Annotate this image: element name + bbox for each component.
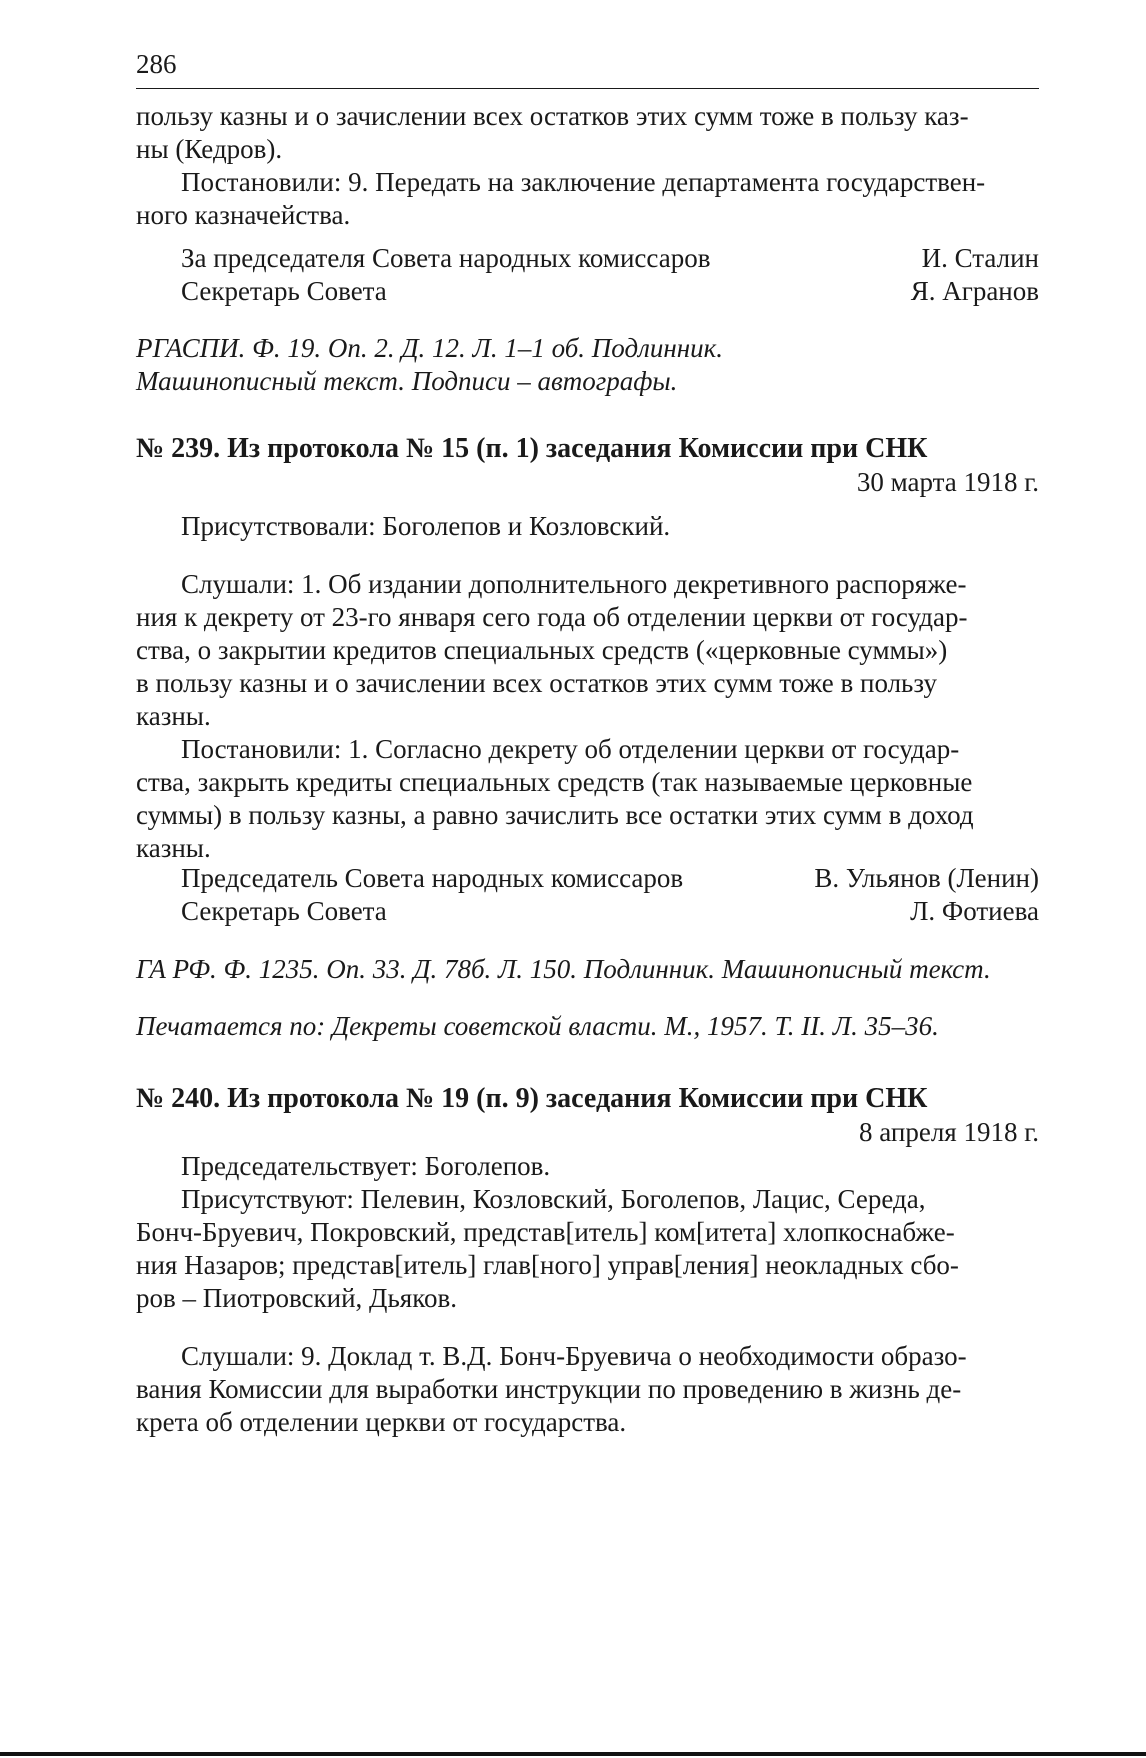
document-date: 30 марта 1918 г. bbox=[856, 467, 1039, 497]
signature-row bbox=[181, 275, 1039, 308]
text-line: казны. bbox=[136, 833, 211, 863]
document-240 bbox=[136, 1082, 1039, 1149]
archive-source-239 bbox=[136, 953, 1039, 986]
text-line: Присутствовали: Боголепов и Козловский. bbox=[181, 511, 671, 541]
header-rule bbox=[136, 88, 1039, 89]
text-line: Бонч-Бруевич, Покровский, представ[итель] ком[итета] хлопкоснабже- bbox=[136, 1217, 955, 1247]
signature-row bbox=[181, 862, 1039, 895]
attendance-240 bbox=[136, 1150, 1039, 1315]
page-edge-rule bbox=[0, 1752, 1146, 1756]
text-line: в пользу казны и о зачислении всех остатков этих сумм тоже в пользу bbox=[136, 668, 937, 698]
text-line: суммы) в пользу казны, а равно зачислить все остатки этих сумм в доход bbox=[136, 800, 974, 830]
document-title: № 239. Из протокола № 15 (п. 1) заседания Комиссии при СНК bbox=[136, 433, 928, 464]
signature-row bbox=[181, 242, 1039, 275]
signature-name: Л. Фотиева bbox=[910, 896, 1039, 926]
signature-block-239 bbox=[181, 862, 1039, 928]
heard-239 bbox=[136, 568, 1039, 865]
page-number: 286 bbox=[136, 49, 177, 79]
text-line: казны. bbox=[136, 701, 211, 731]
text-line: крета об отделении церкви от государства. bbox=[136, 1407, 627, 1437]
text-line: Слушали: 1. Об издании дополнительного декретивного распоряже- bbox=[181, 569, 967, 599]
text-line: ства, закрыть кредиты специальных средств (так называемые церковные bbox=[136, 767, 973, 797]
text-line: Председательствует: Боголепов. bbox=[181, 1151, 551, 1181]
archive-source-1 bbox=[136, 332, 1039, 398]
source-line: РГАСПИ. Ф. 19. Оп. 2. Д. 12. Л. 1–1 об. Подлинник. bbox=[136, 333, 724, 363]
text-line: Постановили: 1. Согласно декрету об отделении церкви от государ- bbox=[181, 734, 960, 764]
text-line: Присутствуют: Пелевин, Козловский, Боголепов, Лацис, Середа, bbox=[181, 1184, 926, 1214]
document-title: № 240. Из протокола № 19 (п. 9) заседания Комиссии при СНК bbox=[136, 1083, 928, 1114]
text-line: ного казначейства. bbox=[136, 200, 351, 230]
signature-name: Я. Агранов bbox=[910, 276, 1039, 306]
heard-240 bbox=[136, 1340, 1039, 1439]
signature-title: Председатель Совета народных комиссаров bbox=[181, 863, 684, 893]
signature-block-1 bbox=[181, 242, 1039, 308]
signature-row bbox=[181, 895, 1039, 928]
document-date: 8 апреля 1918 г. bbox=[859, 1117, 1039, 1147]
document-239 bbox=[136, 432, 1039, 499]
text-line: ны (Кедров). bbox=[136, 134, 283, 164]
text-line: ния Назаров; представ[итель] глав[ного] управ[ления] неокладных сбо- bbox=[136, 1250, 959, 1280]
text-line: пользу казны и о зачислении всех остатков этих сумм тоже в пользу каз- bbox=[136, 101, 969, 131]
printed-source-239 bbox=[136, 1010, 1039, 1043]
text-line: ров – Пиотровский, Дьяков. bbox=[136, 1283, 457, 1313]
signature-title: Секретарь Совета bbox=[181, 276, 387, 306]
text-line: Слушали: 9. Доклад т. В.Д. Бонч-Бруевича о необходимости образо- bbox=[181, 1341, 967, 1371]
signature-title: За председателя Совета народных комиссаров bbox=[181, 243, 711, 273]
attendance-239 bbox=[181, 510, 1039, 543]
source-line: Печатается по: Декреты советской власти. М., 1957. Т. II. Л. 35–36. bbox=[136, 1011, 939, 1041]
text-line: вания Комиссии для выработки инструкции по проведению в жизнь де- bbox=[136, 1374, 962, 1404]
signature-name: В. Ульянов (Ленин) bbox=[814, 863, 1039, 893]
text-line: Постановили: 9. Передать на заключение департамента государствен- bbox=[181, 167, 986, 197]
text-line: ния к декрету от 23-го января сего года об отделении церкви от государ- bbox=[136, 602, 968, 632]
signature-title: Секретарь Совета bbox=[181, 896, 387, 926]
text-line: ства, о закрытии кредитов специальных средств («церковные суммы») bbox=[136, 635, 948, 665]
continuation-block bbox=[136, 100, 1039, 232]
signature-name: И. Сталин bbox=[921, 243, 1039, 273]
source-line: Машинописный текст. Подписи – автографы. bbox=[136, 366, 678, 396]
source-line: ГА РФ. Ф. 1235. Оп. 33. Д. 78б. Л. 150. Подлинник. Машинописный текст. bbox=[136, 954, 991, 984]
